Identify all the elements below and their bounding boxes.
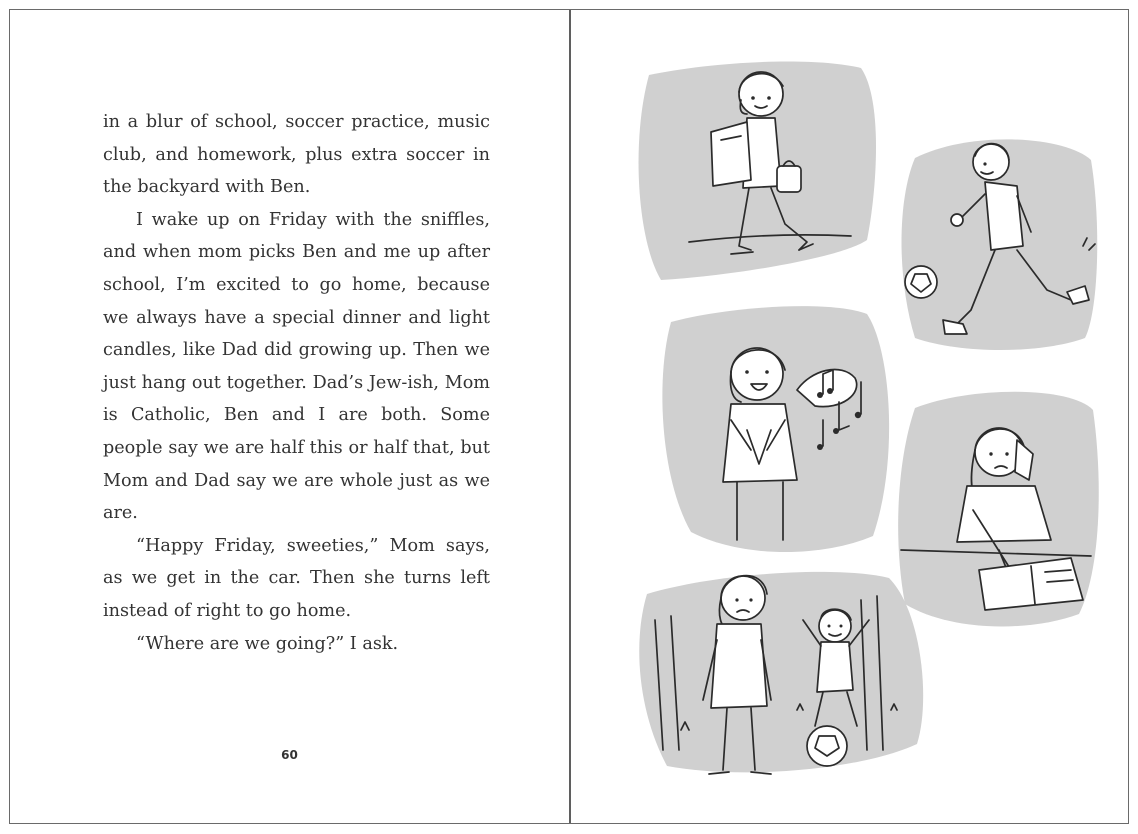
paragraph-2: I wake up on Friday with the sniffles, and when mom picks Ben and me up after school, I’m excited to go home, because we always have a special dinner and light candles, like Dad did growing up. Then we just hang out together. Dad’s Jew-ish, Mom is Catholic, Ben and I are both. Some people say we are half this or half that, but Mom and Dad say we are whole just as we are. — [103, 209, 490, 524]
page-number: 60 — [281, 748, 298, 762]
page-text — [103, 106, 490, 660]
left-page — [10, 10, 569, 823]
panel-park — [639, 572, 923, 774]
panel-school — [639, 62, 876, 280]
panel-soccer — [902, 139, 1098, 350]
soccer-ball-1 — [905, 266, 937, 298]
soccer-ball-2 — [807, 726, 847, 766]
right-page — [571, 10, 1128, 823]
panel-music — [662, 306, 889, 552]
book-spread — [9, 9, 1129, 824]
panel-homework — [898, 392, 1099, 627]
paragraph-4: “Where are we going?” I ask. — [136, 633, 399, 654]
paragraph-3: “Happy Friday, sweeties,” Mom says, as we get in the car. Then she turns left instead of right to go home. — [103, 535, 490, 621]
illustration — [571, 10, 1128, 825]
paragraph-1: in a blur of school, soccer practice, music club, and homework, plus extra soccer in the backyard with Ben. — [103, 112, 490, 198]
